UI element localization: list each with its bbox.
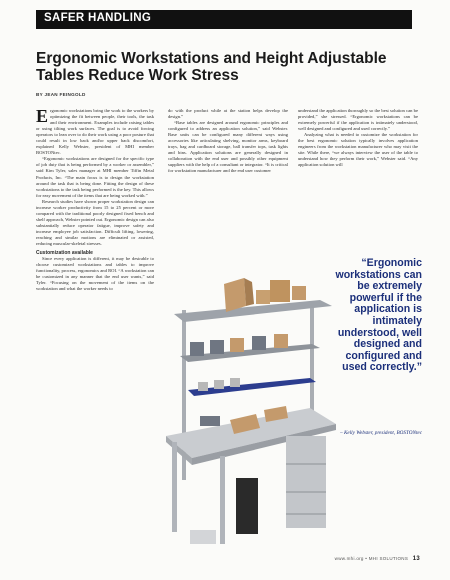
table-leg (172, 442, 177, 532)
small-bin (198, 382, 208, 391)
page-number: 13 (412, 556, 420, 562)
bin (200, 416, 220, 426)
paragraph: Since every application is different, it may be desirable to choose customized workstations and tables to improve functionality, process, ergonomics and ROI. “A workstation can be customized in any manner that the end user wants,” said Tyler. “Focusing on the movement of the items on the workstation and what the worker needs to (36, 256, 154, 292)
paragraph: Research studies have shown proper workstation design can increase worker productivity from 15 to 25 percent or more compared with the traditional poorly designed fixed bench and shelf approach, Webster pointed out. Ergonomic design can also substantially reduce operator fatigue, improve safety and increase employee job satisfaction. Difficult lifting, lowering, reaching and similar motions are eliminated or assisted, reducing muscular-skeletal stresses. (36, 198, 154, 247)
pull-quote: “Ergonomic workstations can be extremely powerful if the application is intimately understood, well designed and configured and used correctly.” (335, 257, 422, 374)
floor-bin (190, 530, 216, 544)
paragraph: do with the product while at the station helps develop the design.” (168, 108, 288, 120)
box (256, 290, 270, 304)
section-header-bar (36, 10, 412, 29)
box (292, 286, 306, 300)
section-label: SAFER HANDLING (44, 12, 152, 24)
computer-tower (236, 478, 258, 534)
small-bin (230, 378, 240, 387)
box (270, 280, 290, 302)
text-column-1 (36, 108, 154, 556)
box (224, 278, 246, 312)
paragraph: “Base tables are designed around ergonomic principles and configured to address an application solution,” said Webster. Base units can be configured many different ways using accessories like articulating shelving, monitor arms, keyboard trays, bag and cardboard storage, ball transfer tops, task lights and bins. Application solutions are generally designed in collaboration with the end user and possibly other equipment suppliers with the help of a consultant or integrator. “It is critical for workstation manufacturer and the end user customer (168, 120, 288, 174)
paragraph: “Ergonomic workstations are designed for the specific type of job duty that is being performed by a worker or assembler,” said Kim Tyler, sales manager at MHI member Tiffin Metal Products, Inc. “The main focus is to design the workstation around the task that is being done. Fitting the design of these workstations to the task being performed is the key. This allows for easy movement of the items that are being worked with.” (36, 156, 154, 198)
paragraph: Analyzing what is needed to customize the workstation for the best ergonomic solution typically involves application engineers from the workstation manufacturer who may visit the site. While there, “we always interview the user of the table to understand how they perform their work,” Webster said. “Any application solution will (298, 132, 418, 168)
bin (190, 342, 204, 356)
subheading: Customization available (36, 250, 93, 257)
article-headline: Ergonomic Workstations and Height Adjustable Tables Reduce Work Stress (36, 50, 387, 84)
page-footer (335, 556, 420, 562)
bin (252, 336, 266, 350)
paragraph: understand the application thoroughly so the best solution can be provided,” she stressed. “Ergonomic workstations can be extremely powerful if the application is intimately understood, well designed and configured and used correctly.” (298, 108, 418, 132)
footer-magazine: MHI SOLUTIONS (368, 556, 409, 561)
pull-quote-attribution: – Kelly Webster, president, BOSTONtec (340, 430, 422, 436)
text-column-3 (298, 108, 418, 248)
box (274, 334, 288, 348)
drop-cap: E (36, 108, 49, 126)
bin (210, 340, 224, 354)
text-column-2 (168, 108, 288, 258)
workstation-photo (160, 260, 340, 560)
frame-post-right (310, 305, 314, 415)
footer-bullet: • (365, 556, 368, 561)
paragraph (36, 108, 154, 156)
paragraph-text: rgonomic workstations bring the work to the workers by optimizing the fit between people, their tools, the task and their environment. Examples include raising tables or using tilting work surfaces. The goal is to avoid forcing operators to lean over to do their work using a poor posture that could result in low back and/or upper back discomfort, explained Kelly Webster, president of MHI member BOSTONtec. (36, 108, 154, 156)
table-leg (220, 456, 225, 544)
article-byline: BY JEAN FEINGOLD (36, 92, 86, 97)
box (230, 338, 244, 352)
footer-site: www.mhi.org (334, 556, 364, 561)
small-bin (214, 380, 224, 389)
